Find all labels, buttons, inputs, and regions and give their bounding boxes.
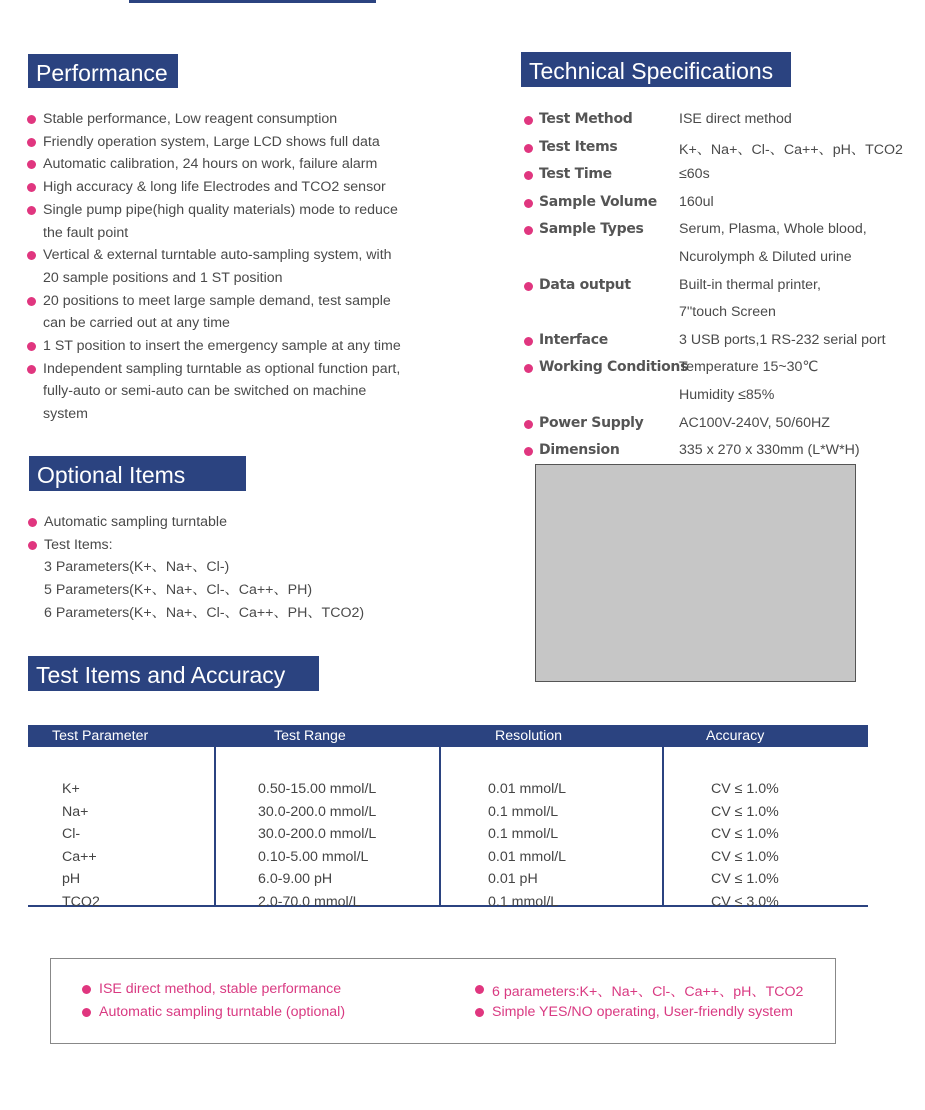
list-item: Independent sampling turntable as optional function part, fully-auto or semi-auto can be switched on machine system [27, 358, 447, 426]
table-cell: 0.01 mmol/L [488, 848, 567, 865]
table-header [28, 725, 868, 747]
table-cell: 0.01 pH [488, 871, 538, 888]
table-cell: Cl- [62, 826, 81, 843]
spec-row [524, 107, 924, 135]
spec-value: ≤60s [679, 166, 710, 183]
table-cell: 2.0-70.0 mmol/L [258, 894, 361, 910]
list-item: 20 positions to meet large sample demand, test sample can be carried out at any time [27, 290, 447, 335]
highlight-item: Simple YES/NO operating, User-friendly system [475, 1004, 793, 1020]
table-cell: 0.1 mmol/L [488, 826, 559, 843]
spec-value: ISE direct method [679, 111, 792, 127]
bullet-icon [524, 282, 533, 291]
col-header: Accuracy [706, 728, 765, 744]
col-header: Test Range [274, 728, 346, 744]
spec-row [524, 135, 924, 163]
spec-row [524, 300, 924, 328]
list-item: Stable performance, Low reagent consumption [27, 108, 447, 131]
spec-value: Serum, Plasma, Whole blood, [679, 221, 867, 238]
list-item: Test Items: [28, 534, 448, 557]
bullet-icon [524, 420, 533, 429]
bullet-icon [27, 297, 36, 306]
spec-label: Interface [539, 331, 608, 348]
spec-row [524, 438, 924, 466]
table-cell: CV ≤ 1.0% [711, 871, 779, 888]
table-cell: pH [62, 871, 81, 888]
spec-value: 3 USB ports,1 RS-232 serial port [679, 331, 886, 348]
bullet-icon [82, 985, 91, 994]
bullet-icon [27, 251, 36, 260]
table-cell: 0.10-5.00 mmol/L [258, 848, 369, 865]
top-accent-bar [129, 0, 376, 3]
bullet-icon [27, 365, 36, 374]
bullet-icon [524, 447, 533, 456]
bullet-icon [524, 144, 533, 153]
highlight-item: Automatic sampling turntable (optional) [82, 1004, 345, 1020]
bullet-icon [28, 541, 37, 550]
sub-item: 3 Parameters(K+、Na+、Cl-) [44, 559, 230, 576]
bullet-icon [27, 115, 36, 124]
bullet-icon [27, 160, 36, 169]
table-cell: 0.50-15.00 mmol/L [258, 781, 377, 797]
column-divider [214, 747, 216, 905]
spec-label: Sample Types [539, 221, 644, 238]
bullet-icon [524, 364, 533, 373]
spec-row [524, 328, 924, 356]
spec-row [524, 383, 924, 411]
table-cell: 0.1 mmol/L [488, 894, 559, 910]
spec-label: Test Items [539, 138, 618, 155]
spec-value: 160ul [679, 193, 714, 210]
specifications-list [524, 107, 924, 466]
optional-items-list [28, 511, 448, 625]
list-item: Single pump pipe(high quality materials) mode to reduce the fault point [27, 199, 447, 244]
technical-specifications-heading: Technical Specifications [521, 52, 791, 87]
spec-value: Built-in thermal printer, [679, 276, 821, 293]
spec-label: Sample Volume [539, 193, 657, 210]
spec-label: Test Method [539, 111, 633, 127]
bullet-icon [27, 206, 36, 215]
table-cell: CV ≤ 3.0% [711, 894, 779, 910]
list-item: Vertical & external turntable auto-sampling system, with 20 sample positions and 1 ST position [27, 244, 447, 289]
spec-row [524, 217, 924, 245]
list-item: Friendly operation system, Large LCD shows full data [27, 131, 447, 154]
spec-value: AC100V-240V, 50/60HZ [679, 414, 830, 431]
sub-item: 6 Parameters(K+、Na+、Cl-、Ca++、PH、TCO2) [44, 604, 365, 621]
spec-label: Power Supply [539, 414, 644, 431]
bullet-icon [475, 1008, 484, 1017]
spec-value: Temperature 15~30℃ [679, 359, 819, 376]
bullet-icon [524, 171, 533, 180]
col-header: Resolution [495, 728, 563, 744]
test-items-accuracy-heading: Test Items and Accuracy [28, 656, 319, 691]
table-cell: Na+ [62, 803, 89, 820]
spec-row [524, 190, 924, 218]
bullet-icon [524, 337, 533, 346]
table-cell: CV ≤ 1.0% [711, 781, 779, 797]
highlight-item: ISE direct method, stable performance [82, 981, 341, 997]
table-cell: TCO2 [62, 894, 100, 910]
spec-value: 7''touch Screen [679, 304, 776, 321]
table-cell: 0.01 mmol/L [488, 781, 567, 797]
product-photo-placeholder [535, 464, 856, 682]
spec-value: Ncurolymph & Diluted urine [679, 248, 852, 265]
accuracy-table [28, 725, 868, 910]
table-cell: CV ≤ 1.0% [711, 803, 779, 820]
optional-items-heading: Optional Items [29, 456, 246, 491]
sub-item: 5 Parameters(K+、Na+、Cl-、Ca++、PH) [44, 582, 313, 599]
spec-row [524, 245, 924, 273]
bullet-icon [27, 183, 36, 192]
bullet-icon [475, 985, 484, 994]
spec-label: Dimension [539, 442, 620, 459]
spec-row [524, 355, 924, 383]
list-item: Automatic sampling turntable [28, 511, 448, 534]
bullet-icon [524, 116, 533, 125]
table-cell: K+ [62, 781, 80, 797]
bullet-icon [524, 199, 533, 208]
bullet-icon [27, 138, 36, 147]
spec-value: Humidity ≤85% [679, 386, 775, 403]
spec-label: Test Time [539, 166, 612, 183]
spec-label: Data output [539, 276, 631, 293]
table-cell: Ca++ [62, 848, 97, 865]
list-item: High accuracy & long life Electrodes and TCO2 sensor [27, 176, 447, 199]
spec-row [524, 411, 924, 439]
table-cell: CV ≤ 1.0% [711, 826, 779, 843]
spec-row [524, 162, 924, 190]
table-body [28, 747, 868, 910]
list-item: 1 ST position to insert the emergency sample at any time [27, 335, 447, 358]
col-header: Test Parameter [52, 728, 149, 744]
highlight-item: 6 parameters:K+、Na+、Cl-、Ca++、pH、TCO2 [475, 981, 803, 1001]
spec-value: 335 x 270 x 330mm (L*W*H) [679, 442, 860, 459]
bullet-icon [524, 226, 533, 235]
table-cell: CV ≤ 1.0% [711, 848, 779, 865]
table-cell: 30.0-200.0 mmol/L [258, 803, 377, 820]
table-cell: 6.0-9.00 pH [258, 871, 333, 888]
column-divider [662, 747, 664, 905]
table-cell: 0.1 mmol/L [488, 803, 559, 820]
list-item: Automatic calibration, 24 hours on work, failure alarm [27, 153, 447, 176]
bullet-icon [82, 1008, 91, 1017]
spec-value: K+、Na+、Cl-、Ca++、pH、TCO2 [679, 141, 903, 158]
performance-heading: Performance [28, 54, 178, 88]
column-divider [439, 747, 441, 905]
spec-row [524, 273, 924, 301]
spec-label: Working Conditions [539, 359, 689, 376]
bullet-icon [28, 518, 37, 527]
performance-list [27, 108, 447, 426]
table-cell: 30.0-200.0 mmol/L [258, 826, 377, 843]
bullet-icon [27, 342, 36, 351]
highlights-box [50, 958, 836, 1044]
